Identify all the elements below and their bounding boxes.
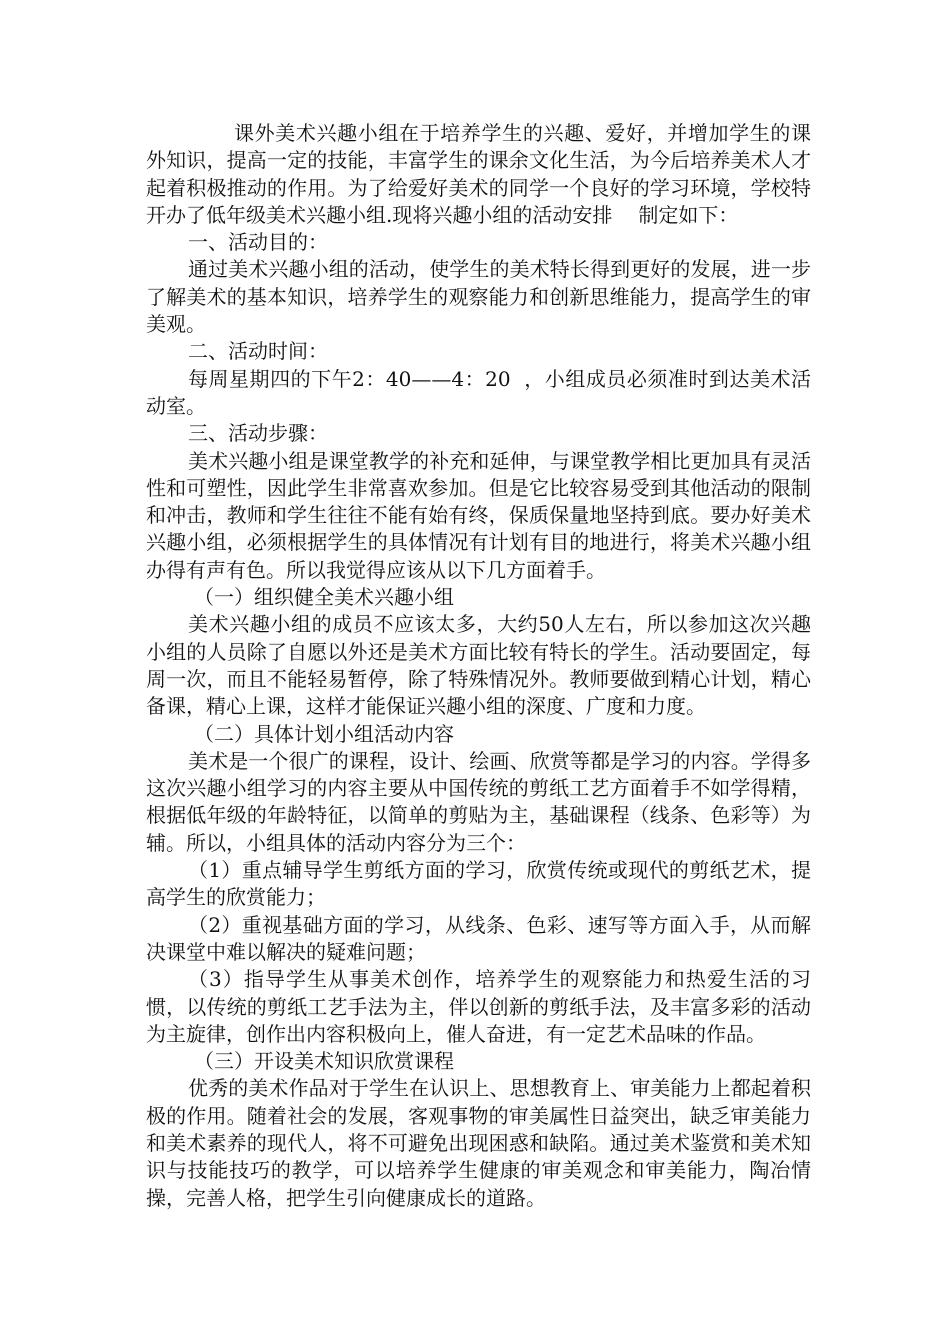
list-item-2: （2）重视基础方面的学习，从线条、色彩、速写等方面入手，从而解决课堂中难以解决的疑难问题； [146, 912, 811, 964]
list-item-3: （3）指导学生从事美术创作，培养学生的观察能力和热爱生活的习惯，以传统的剪纸工艺手法为主，伴以创新的剪纸手法，及丰富多彩的活动为主旋律，创作出内容积极向上，催人奋进，有一定艺术品味的作品。 [146, 967, 811, 1046]
section-body-steps: 美术兴趣小组是课堂教学的补充和延伸，与课堂教学相比更加具有灵活性和可塑性，因此学生非常喜欢参加。但是它比较容易受到其他活动的限制和冲击，教师和学生往往不能有始有终，保质保量地坚持到底。要办好美术兴趣小组，必须根据学生的具体情况有计划有目的地进行，将美术兴趣小组办得有声有色。所以我觉得应该从以下几方面着手。 [146, 448, 811, 582]
section-heading-steps: 三、活动步骤： [188, 421, 328, 446]
list-item-1: （1）重点辅导学生剪纸方面的学习，欣赏传统或现代的剪纸艺术，提高学生的欣赏能力； [146, 858, 811, 910]
subsection-heading-appreciation: （三）开设美术知识欣赏课程 [194, 1049, 454, 1074]
subsection-heading-plan: （二）具体计划小组活动内容 [194, 721, 454, 746]
intro-text-end: 制定如下： [638, 202, 739, 227]
section-body-purpose: 通过美术兴趣小组的活动，使学生的美术特长得到更好的发展，进一步了解美术的基本知识，培养学生的观察能力和创新思维能力，提高学生的审美观。 [146, 257, 811, 337]
subsection-body-appreciation: 优秀的美术作品对于学生在认识上、思想教育上、审美能力上都起着积极的作用。随着社会的发展，客观事物的审美属性日益突出，缺乏审美能力和美术素养的现代人，将不可避免出现困惑和缺陷。通过美术鉴赏和美术知识与技能技巧的教学，可以培养学生健康的审美观念和审美能力，陶冶情操，完善人格，把学生引向健康成长的道路。 [146, 1076, 811, 1210]
section-body-time: 每周星期四的下午2：40——4：20 ，小组成员必须准时到达美术活动室。 [146, 366, 811, 418]
section-heading-time: 二、活动时间： [188, 339, 328, 364]
intro-paragraph [146, 120, 811, 229]
intro-text: 课外美术兴趣小组在于培养学生的兴趣、爱好，并增加学生的课外知识，提高一定的技能，丰富学生的课余文化生活，为今后培养美术人才起着积极推动的作用。为了给爱好美术的同学一个良好的学习环境，学校特开办了低年级美术兴趣小组.现将兴趣小组的活动安排 [146, 121, 811, 227]
subsection-body-plan: 美术是一个很广的课程，设计、绘画、欣赏等都是学习的内容。学得多这次兴趣小组学习的内容主要从中国传统的剪纸工艺方面着手不如学得精，根据低年级的年龄特征，以简单的剪贴为主，基础课程（线条、色彩等）为辅。所以，小组具体的活动内容分为三个： [146, 748, 811, 855]
subsection-heading-organize: （一）组织健全美术兴趣小组 [194, 585, 454, 610]
document-page [146, 120, 811, 1212]
section-heading-purpose: 一、活动目的： [188, 230, 328, 255]
subsection-body-organize: 美术兴趣小组的成员不应该太多，大约50人左右，所以参加这次兴趣小组的人员除了自愿以外还是美术方面比较有特长的学生。活动要固定，每周一次，而且不能轻易暂停，除了特殊情况外。教师要做到精心计划，精心备课，精心上课，这样才能保证兴趣小组的深度、广度和力度。 [146, 612, 811, 719]
